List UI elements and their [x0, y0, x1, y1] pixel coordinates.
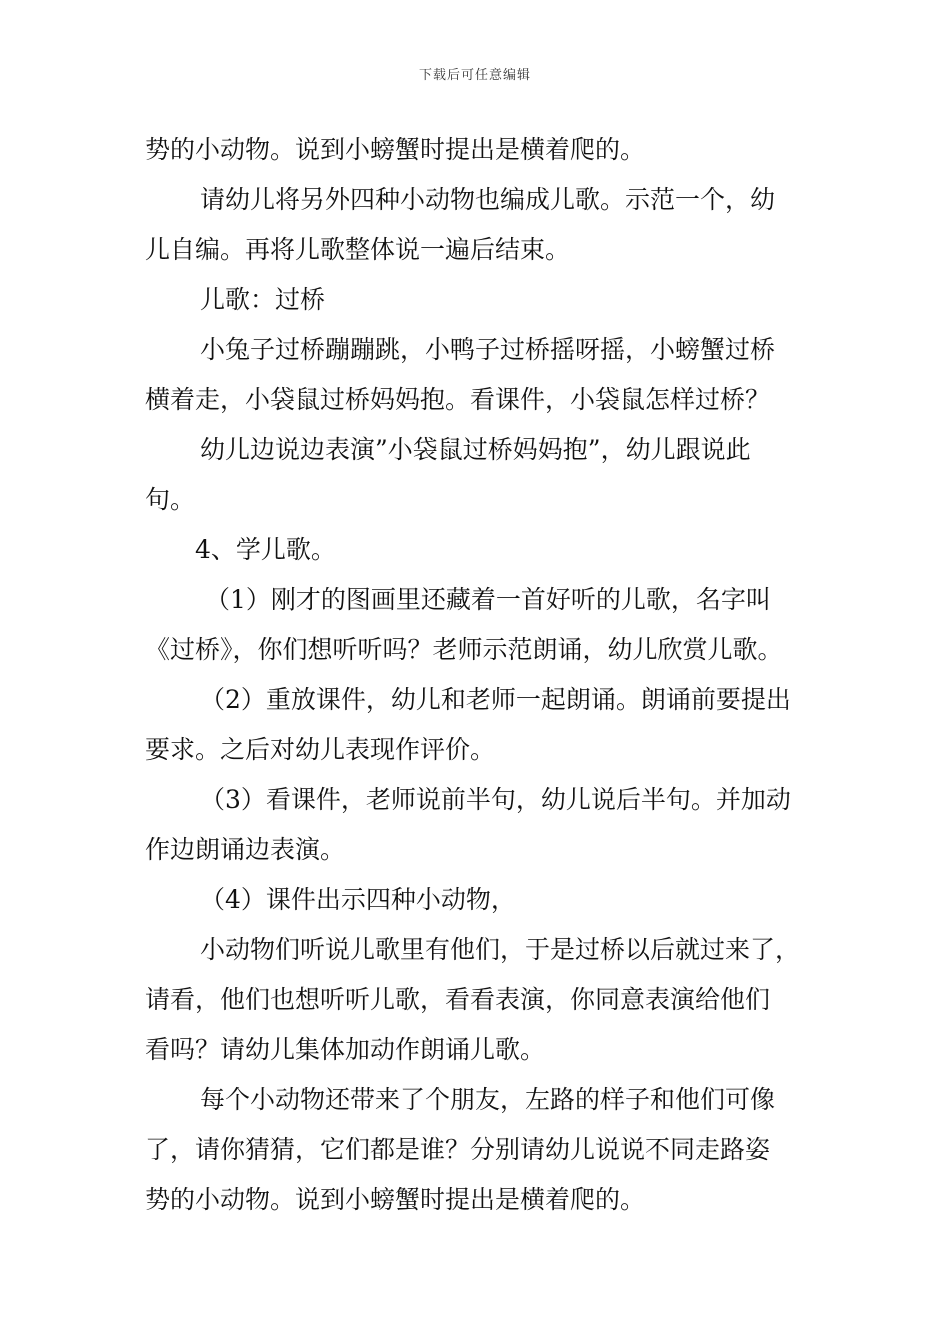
text-line: 势的小动物。说到小螃蟹时提出是横着爬的。 — [145, 135, 646, 164]
text-line: 看吗？请幼儿集体加动作朗诵儿歌。 — [145, 1035, 546, 1064]
text-line: 小动物们听说儿歌里有他们，于是过桥以后就过来了， — [200, 935, 801, 964]
text-line: （4）课件出示四种小动物， — [200, 885, 516, 914]
text-line: 了，请你猜猜，它们都是谁？分别请幼儿说说不同走路姿 — [145, 1135, 771, 1164]
text-line: 势的小动物。说到小螃蟹时提出是横着爬的。 — [145, 1185, 646, 1214]
text-line: 每个小动物还带来了个朋友，左路的样子和他们可像 — [200, 1085, 776, 1114]
text-line: 请看，他们也想听听儿歌，看看表演，你同意表演给他们 — [145, 985, 771, 1014]
text-line: 幼儿边说边表演”小袋鼠过桥妈妈抱”，幼儿跟说此 — [200, 435, 751, 464]
section-heading: 4、学儿歌。 — [195, 535, 336, 564]
text-line: 《过桥》，你们想听听吗？老师示范朗诵，幼儿欣赏儿歌。 — [145, 635, 783, 664]
text-line: 句。 — [145, 485, 196, 514]
text-line: 作边朗诵边表演。 — [145, 835, 346, 864]
text-line: 小兔子过桥蹦蹦跳，小鸭子过桥摇呀摇，小螃蟹过桥 — [200, 335, 776, 364]
text-line: 横着走，小袋鼠过桥妈妈抱。看课件，小袋鼠怎样过桥？ — [145, 385, 771, 414]
text-line: 请幼儿将另外四种小动物也编成儿歌。示范一个，幼 — [200, 185, 776, 214]
text-line: （3）看课件，老师说前半句，幼儿说后半句。并加动 — [200, 785, 791, 814]
text-line: 儿歌：过桥 — [200, 285, 326, 314]
text-line: （1）刚才的图画里还藏着一首好听的儿歌，名字叫 — [205, 585, 771, 614]
text-line: 要求。之后对幼儿表现作评价。 — [145, 735, 496, 764]
text-line: 儿自编。再将儿歌整体说一遍后结束。 — [145, 235, 571, 264]
page-header: 下载后可任意编辑 — [418, 68, 531, 83]
text-line: （2）重放课件，幼儿和老师一起朗诵。朗诵前要提出 — [200, 685, 791, 714]
